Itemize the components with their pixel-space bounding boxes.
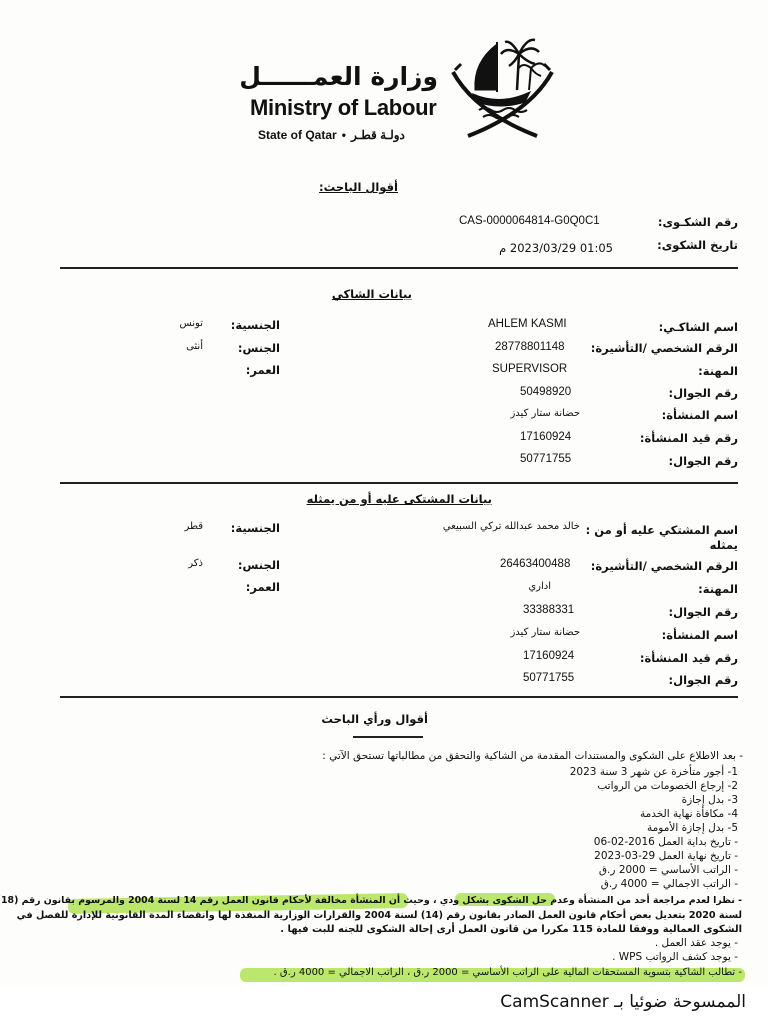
respondent-id-value: 26463400488 bbox=[500, 558, 571, 570]
respondent-id-label: الرقم الشخصي /التأشيرة: bbox=[590, 559, 738, 573]
complainant-gender-value: أنثى bbox=[186, 341, 203, 352]
complainant-est-reg-label: رقم قيد المنشأة: bbox=[639, 431, 738, 445]
divider-3 bbox=[60, 696, 738, 698]
opinion-title-underline bbox=[353, 736, 423, 738]
state-en: State of Qatar bbox=[258, 128, 337, 142]
complainant-nationality-label: الجنسية: bbox=[230, 318, 280, 332]
respondent-profession-label: المهنة: bbox=[698, 582, 738, 596]
respondent-mobile-value: 33388331 bbox=[523, 604, 575, 616]
respondent-name-value: خالد محمد عبدالله تركي السبيعي bbox=[442, 521, 580, 532]
opinion-line: 3- بدل إجازة bbox=[681, 794, 738, 806]
state-line bbox=[258, 124, 405, 143]
complainant-mobile2-label: رقم الجوال: bbox=[668, 454, 738, 468]
opinion-line: 4- مكافأة نهاية الخدمة bbox=[639, 808, 738, 820]
respondent-est-reg-value: 17160924 bbox=[523, 650, 575, 662]
complainant-name-value: AHLEM KASMI bbox=[488, 318, 567, 330]
respondent-age-label: العمر: bbox=[245, 580, 280, 594]
respondent-name-label-2: يمثله bbox=[709, 538, 738, 552]
ministry-name-en: Ministry of Labour bbox=[250, 95, 437, 120]
complainant-nationality-value: تونس bbox=[179, 318, 203, 329]
respondent-mobile-label: رقم الجوال: bbox=[668, 605, 738, 619]
opinion-section-title: أقوال ورأي الباحث bbox=[321, 712, 428, 726]
opinion-line: - نظرا لعدم مراجعة أحد من المنشأة وعدم حل الشكوى بشكل ودي ، وحيث أن المنشأة مخالفة لأحكام قانون العمل رقم 14 لسنة 2004 والمرسوم بقانون رقم (18 bbox=[1, 895, 742, 906]
complainant-profession-value: SUPERVISOR bbox=[492, 363, 568, 375]
opinion-line: - تاريخ بداية العمل 2016-02-06 bbox=[593, 836, 738, 848]
opinion-line: - بعد الاطلاع على الشكوى والمستندات المقدمة من الشاكية والتحقق من مطالباتها تستحق الآتي : bbox=[322, 750, 743, 762]
respondent-gender-label: الجنس: bbox=[237, 558, 280, 572]
opinion-line: - الراتب الاجمالي = 4000 ر.ق bbox=[600, 878, 738, 890]
respondent-gender-value: ذكر bbox=[188, 558, 203, 569]
complaint-number-value: CAS-0000064814-G0Q0C1 bbox=[459, 215, 600, 227]
opinion-line: الشكوى العمالية ووفقا للمادة 115 مكررا من قانون العمل أرى إحالة الشكوى للجنه للبت فيها . bbox=[280, 924, 742, 935]
qatar-emblem-icon bbox=[445, 32, 560, 142]
respondent-establishment-value: حضانة ستار كيدز bbox=[510, 627, 580, 638]
ministry-name-ar: وزارة العمــــــل bbox=[239, 62, 438, 91]
opinion-line: - الراتب الأساسي = 2000 ر.ق bbox=[598, 864, 738, 876]
opinion-line: - يوجد عقد العمل . bbox=[654, 937, 738, 949]
respondent-mobile2-value: 50771755 bbox=[523, 672, 575, 684]
respondent-nationality-value: قطر bbox=[184, 521, 203, 532]
opinion-line: 5- بدل إجازة الأمومة bbox=[647, 822, 738, 834]
complainant-establishment-value: حضانة ستار كيدز bbox=[510, 408, 580, 419]
opinion-line: - تطالب الشاكية بتسوية المستحقات المالية على الراتب الأساسي = 2000 ر.ق ، الراتب الاجمالي = 4000 ر.ق . bbox=[273, 967, 742, 978]
complainant-mobile-value: 50498920 bbox=[520, 386, 572, 398]
respondent-mobile2-label: رقم الجوال: bbox=[668, 673, 738, 687]
respondent-section-title: بيانات المشتكى عليه أو من يمثله bbox=[306, 492, 492, 506]
opinion-line: 2- إرجاع الخصومات من الرواتب bbox=[597, 780, 738, 792]
state-separator: • bbox=[341, 128, 346, 142]
state-ar: دولـة قطـر bbox=[351, 128, 405, 142]
complainant-mobile-label: رقم الجوال: bbox=[668, 386, 738, 400]
researcher-statements-title: أقوال الباحث: bbox=[319, 180, 398, 194]
complainant-id-value: 28778801148 bbox=[495, 341, 565, 353]
respondent-nationality-label: الجنسية: bbox=[230, 521, 280, 535]
respondent-est-reg-label: رقم قيد المنشأة: bbox=[639, 651, 738, 665]
complainant-id-label: الرقم الشخصي /التأشيرة: bbox=[590, 341, 738, 355]
complainant-establishment-label: اسم المنشأة: bbox=[661, 408, 738, 422]
complaint-number-label: رقم الشكـوى: bbox=[657, 215, 738, 229]
respondent-establishment-label: اسم المنشأة: bbox=[661, 628, 738, 642]
complainant-age-label: العمر: bbox=[245, 363, 280, 377]
respondent-profession-value: اداري bbox=[528, 581, 551, 592]
complainant-est-reg-value: 17160924 bbox=[520, 431, 572, 443]
complainant-gender-label: الجنس: bbox=[237, 341, 280, 355]
opinion-line: - يوجد كشف الرواتب WPS . bbox=[612, 951, 738, 963]
ministry-logo bbox=[445, 32, 560, 142]
divider-2 bbox=[60, 482, 738, 484]
complainant-section-title: بيانات الشاكي bbox=[331, 287, 412, 301]
camscanner-watermark: الممسوحة ضوئيا بـ CamScanner bbox=[500, 992, 746, 1012]
complainant-mobile2-value: 50771755 bbox=[520, 453, 572, 465]
opinion-line: 1- أجور متأخرة عن شهر 3 سنة 2023 bbox=[569, 766, 738, 778]
opinion-line: لسنة 2020 بتعديل بعض أحكام قانون العمل الصادر بقانون رقم (14) لسنة 2004 والقرارات الوزارية المنفذة لها وانقضاء المدة القانونية للإدارة للفصل في bbox=[16, 910, 742, 921]
complainant-name-label: اسم الشاكـي: bbox=[658, 320, 738, 334]
divider-1 bbox=[60, 267, 738, 269]
complaint-date-label: تاريخ الشكوى: bbox=[657, 238, 738, 252]
respondent-name-label-1: اسم المشتكي عليه أو من : bbox=[585, 523, 738, 537]
complainant-profession-label: المهنة: bbox=[698, 364, 738, 378]
opinion-line: - تاريخ نهاية العمل 29-03-2023 bbox=[594, 850, 738, 862]
complaint-date-value: 01:05 2023/03/29 م bbox=[499, 241, 613, 255]
